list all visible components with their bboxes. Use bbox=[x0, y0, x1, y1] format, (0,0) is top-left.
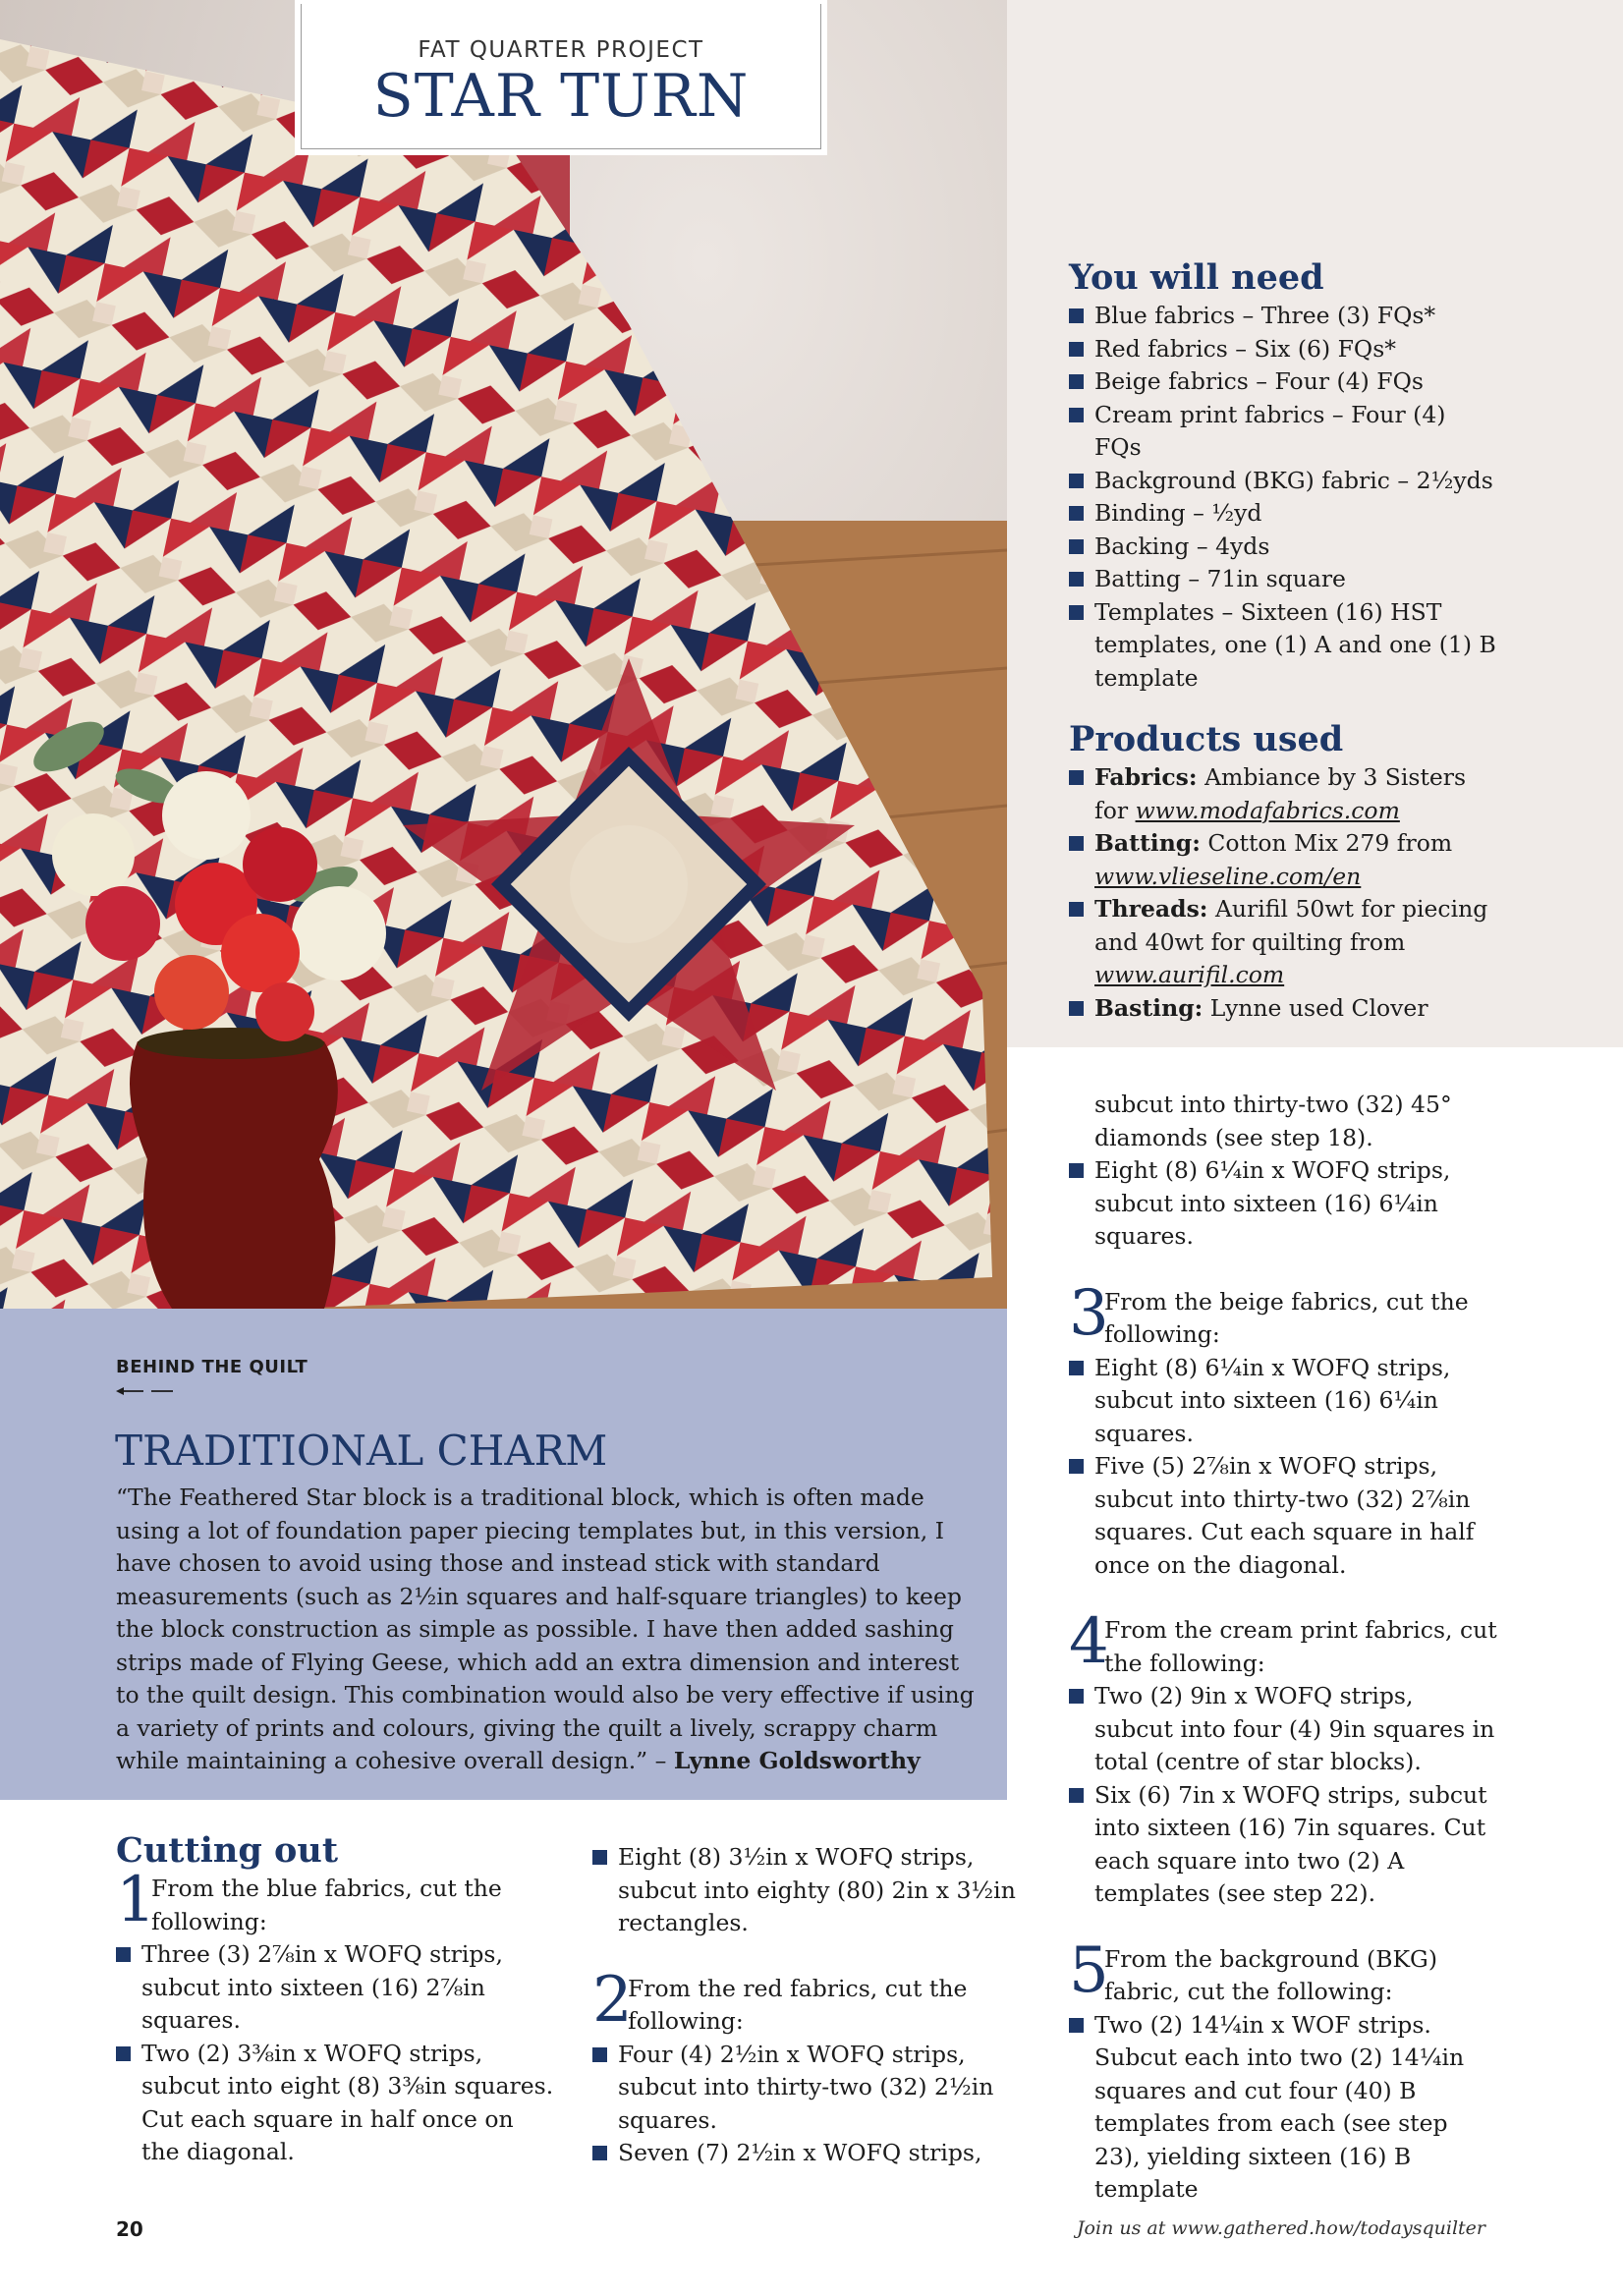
list-item: Seven (7) 2½in x WOFQ strips, bbox=[592, 2137, 1031, 2170]
page-title: STAR TURN bbox=[372, 62, 750, 131]
bullet-square-icon bbox=[1069, 836, 1084, 851]
step-number: 2 bbox=[592, 1963, 633, 2037]
list-item: Two (2) 9in x WOFQ strips, subcut into four (4) 9in squares in total (centre of star blocks). bbox=[1069, 1680, 1497, 1779]
step-number: 4 bbox=[1069, 1605, 1109, 1678]
you-will-need-section bbox=[1069, 257, 1501, 695]
list-item: Blue fabrics – Three (3) FQs* bbox=[1069, 300, 1501, 333]
list-item: Beige fabrics – Four (4) FQs bbox=[1069, 365, 1501, 399]
list-item: Background (BKG) fabric – 2½yds bbox=[1069, 465, 1501, 498]
bullet-square-icon bbox=[592, 2146, 607, 2160]
bullet-square-icon bbox=[1069, 1788, 1084, 1803]
step-number: 3 bbox=[1069, 1276, 1109, 1350]
arrow-left-icon bbox=[116, 1382, 177, 1401]
bullet-square-icon bbox=[1069, 474, 1084, 488]
list-item: Red fabrics – Six (6) FQs* bbox=[1069, 333, 1501, 366]
list-item: Four (4) 2½in x WOFQ strips, subcut into thirty-two (32) 2½in squares. bbox=[592, 2039, 1031, 2138]
list-item: Backing – 4yds bbox=[1069, 531, 1501, 564]
bullet-square-icon bbox=[1069, 902, 1084, 917]
bullet-square-icon bbox=[116, 2046, 131, 2061]
continued-text: subcut into thirty-two (32) 45° diamonds (see step 18). bbox=[1094, 1091, 1452, 1151]
footer-website: Join us at www.gathered.how/todaysquilter bbox=[1076, 2217, 1485, 2239]
cutting-column-1 bbox=[116, 1829, 554, 2169]
bullet-square-icon bbox=[1069, 2018, 1084, 2033]
list-item: Eight (8) 3½in x WOFQ strips, subcut into eighty (80) 2in x 3½in rectangles. bbox=[592, 1841, 1031, 1940]
list-item: Binding – ½yd bbox=[1069, 497, 1501, 531]
link-moda[interactable]: www.modafabrics.com bbox=[1135, 796, 1400, 824]
cutting-out-heading: Cutting out bbox=[116, 1830, 338, 1871]
bullet-square-icon bbox=[1069, 1001, 1084, 1016]
cutting-column-2 bbox=[592, 1841, 1025, 2170]
list-item: Cream print fabrics – Four (4) FQs bbox=[1069, 399, 1468, 465]
bullet-square-icon bbox=[116, 1947, 131, 1962]
bullet-square-icon bbox=[1069, 1163, 1084, 1178]
behind-the-quilt-title: TRADITIONAL CHARM bbox=[115, 1427, 608, 1475]
list-item: Three (3) 2⅞in x WOFQ strips, subcut into sixteen (16) 2⅞in squares. bbox=[116, 1938, 539, 2038]
link-vlieseline[interactable]: www.vlieseline.com/en bbox=[1094, 862, 1362, 890]
bullet-square-icon bbox=[1069, 572, 1084, 587]
products-used-heading: Products used bbox=[1069, 719, 1344, 759]
list-item: Threads: Aurifil 50wt for piecing and 40wt for quilting from www.aurifil.com bbox=[1069, 893, 1501, 992]
cutting-column-3 bbox=[1069, 1089, 1501, 2207]
bullet-square-icon bbox=[1069, 374, 1084, 389]
section-kicker: FAT QUARTER PROJECT bbox=[418, 37, 704, 63]
list-item: Basting: Lynne used Clover bbox=[1069, 992, 1501, 1026]
list-item: Two (2) 3⅜in x WOFQ strips, subcut into eight (8) 3⅜in squares. Cut each square in half once on the diagonal. bbox=[116, 2038, 554, 2169]
step-1: 1 From the blue fabrics, cut the following: bbox=[116, 1864, 502, 1936]
list-item: Six (6) 7in x WOFQ strips, subcut into sixteen (16) 7in squares. Cut each square into two (2) A templates (see step 22). bbox=[1069, 1779, 1497, 1911]
list-item: Templates – Sixteen (16) HST templates, one (1) A and one (1) B template bbox=[1069, 596, 1507, 696]
step-number: 5 bbox=[1069, 1933, 1109, 2007]
bullet-square-icon bbox=[1069, 506, 1084, 521]
page-number: 20 bbox=[116, 2217, 143, 2241]
list-item: Five (5) 2⅞in x WOFQ strips, subcut into thirty-two (32) 2⅞in squares. Cut each square in half once on the diagonal. bbox=[1069, 1450, 1487, 1582]
title-frame bbox=[301, 4, 821, 149]
quote-author: Lynne Goldsworthy bbox=[673, 1747, 921, 1774]
bullet-square-icon bbox=[1069, 770, 1084, 785]
you-will-need-list bbox=[1069, 300, 1501, 695]
title-box bbox=[295, 0, 827, 155]
bullet-square-icon bbox=[1069, 1361, 1084, 1375]
bullet-square-icon bbox=[1069, 408, 1084, 422]
step-2: 2 From the red fabrics, cut the following: bbox=[592, 1963, 968, 2037]
bullet-square-icon bbox=[592, 1850, 607, 1865]
designer-quote: “The Feathered Star block is a traditional block, which is often made using a lot of foundation paper piecing templates but, in this version, I have chosen to avoid using those and instead stick with standard measurements (such as 2½in squares and half-square triangles) to keep the block construction as simple as possible. I have then added sashing strips made of Flying Geese, which add an extra dimension and interest to the quilt design. This combination would also be very effective if using a variety of prints and colours, giving the quilt a lively, scrappy charm while maintaining a cohesive overall design.” – Lynne Goldsworthy bbox=[116, 1484, 975, 1774]
bullet-square-icon bbox=[1069, 308, 1084, 323]
list-item: Eight (8) 6¼in x WOFQ strips, subcut into sixteen (16) 6¼in squares. bbox=[1069, 1352, 1487, 1451]
step-3: 3 From the beige fabrics, cut the following: bbox=[1069, 1276, 1469, 1350]
list-item: Batting: Cotton Mix 279 from www.vlieseline.com/en bbox=[1069, 827, 1501, 893]
step-number: 1 bbox=[116, 1864, 156, 1936]
bullet-square-icon bbox=[1069, 539, 1084, 554]
bullet-square-icon bbox=[1069, 342, 1084, 357]
step-4: 4 From the cream print fabrics, cut the following: bbox=[1069, 1605, 1497, 1678]
link-aurifil[interactable]: www.aurifil.com bbox=[1094, 961, 1285, 988]
list-item: Batting – 71in square bbox=[1069, 563, 1501, 596]
products-used-list bbox=[1069, 761, 1501, 1025]
step-5: 5 From the background (BKG) fabric, cut the following: bbox=[1069, 1933, 1437, 2007]
bullet-square-icon bbox=[1069, 605, 1084, 620]
bullet-square-icon bbox=[592, 2047, 607, 2062]
list-item: Two (2) 14¼in x WOF strips. Subcut each into two (2) 14¼in squares and cut four (40) B templates from each (see step 23), yielding sixteen (16) B template bbox=[1069, 2009, 1497, 2207]
behind-the-quilt-label: BEHIND THE QUILT bbox=[116, 1357, 308, 1377]
products-used-section bbox=[1069, 719, 1501, 1025]
you-will-need-heading: You will need bbox=[1069, 257, 1324, 298]
bullet-square-icon bbox=[1069, 1689, 1084, 1704]
quilt-photo bbox=[0, 0, 1007, 1309]
bullet-square-icon bbox=[1069, 1459, 1084, 1474]
list-item: Eight (8) 6¼in x WOFQ strips, subcut into sixteen (16) 6¼in squares. bbox=[1069, 1154, 1487, 1254]
list-item: Fabrics: Ambiance by 3 Sisters for www.modafabrics.com bbox=[1069, 761, 1501, 827]
